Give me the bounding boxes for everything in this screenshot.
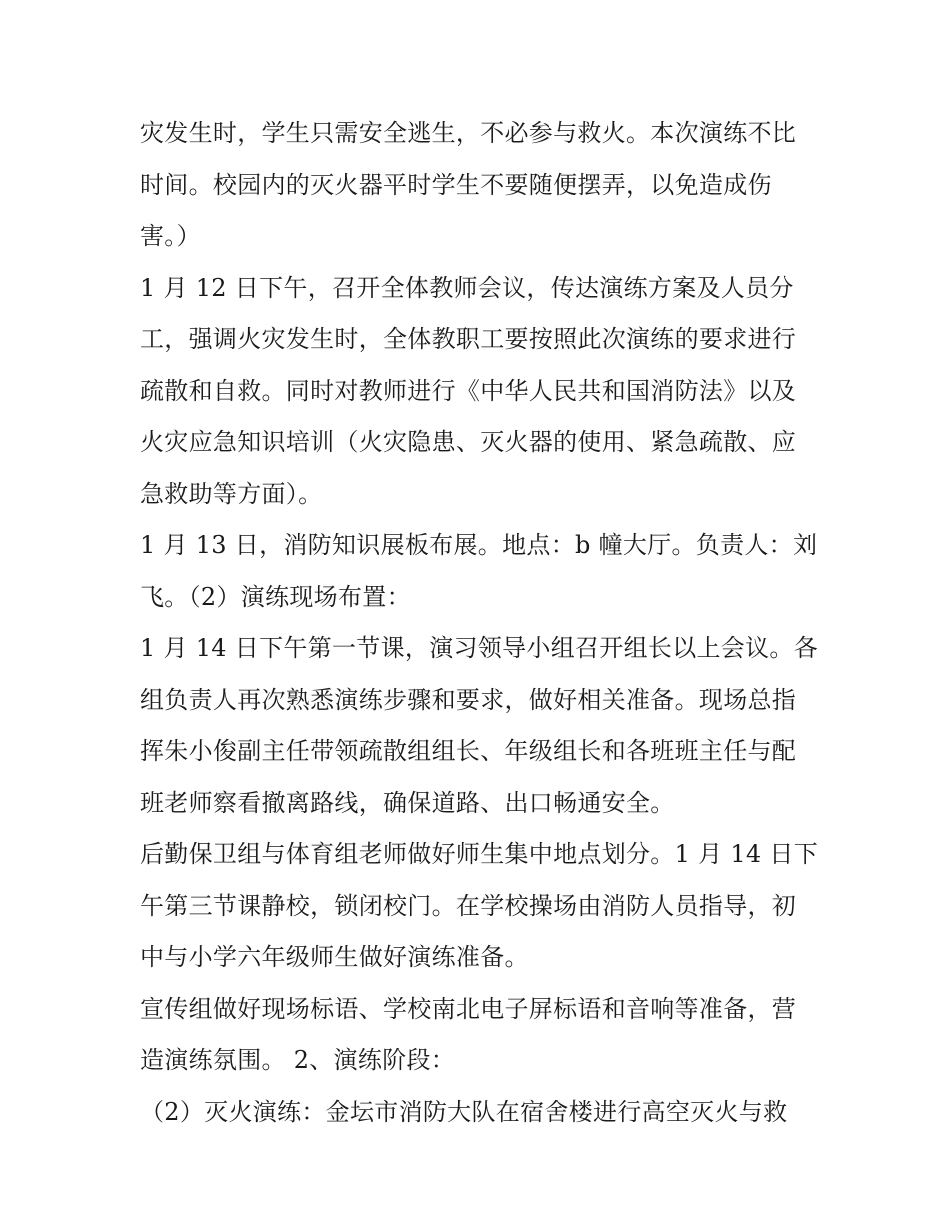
text-line: （2）灭火演练：金坛市消防大队在宿舍楼进行高空灭火与救	[140, 1097, 788, 1126]
text-line: 灾发生时，学生只需安全逃生，不必参与救火。本次演练不比	[140, 119, 797, 147]
text-line: 飞。（2）演练现场布置：	[140, 582, 411, 611]
text-line: 1 月 12 日下午，召开全体教师会议，传达演练方案及人员分	[140, 273, 794, 302]
text-line: 挥朱小俊副主任带领疏散组组长、年级组长和各班班主任与配	[140, 737, 797, 765]
text-line: 组负责人再次熟悉演练步骤和要求，做好相关准备。现场总指	[140, 685, 797, 714]
text-line: 时间。校园内的灭火器平时学生不要随便摆弄，以免造成伤	[140, 170, 772, 199]
text-line: 宣传组做好现场标语、学校南北电子屏标语和音响等准备，营	[140, 994, 797, 1023]
text-line: 1 月 13 日，消防知识展板布展。地点：b 幢大厅。负责人：刘	[140, 531, 818, 559]
text-line: 害。）	[140, 222, 201, 250]
text-line: 造演练氛围。 2、演练阶段：	[140, 1046, 456, 1074]
document-body	[140, 108, 830, 1138]
text-line: 中与小学六年级师生做好演练准备。	[140, 943, 529, 971]
text-line: 疏散和自救。同时对教师进行《中华人民共和国消防法》以及	[140, 376, 797, 405]
text-line: 火灾应急知识培训（火灾隐患、灭火器的使用、紧急疏散、应	[140, 428, 797, 456]
text-line: 后勤保卫组与体育组老师做好师生集中地点划分。1 月 14 日下	[140, 840, 818, 868]
text-line: 1 月 14 日下午第一节课，演习领导小组召开组长以上会议。各	[140, 634, 818, 662]
text-line: 急救助等方面）。	[140, 479, 323, 508]
text-line: 午第三节课静校，锁闭校门。在学校操场由消防人员指导，初	[140, 891, 797, 920]
text-line: 班老师察看撤离路线，确保道路、出口畅通安全。	[140, 788, 675, 817]
text-line: 工，强调火灾发生时，全体教职工要按照此次演练的要求进行	[140, 325, 797, 353]
